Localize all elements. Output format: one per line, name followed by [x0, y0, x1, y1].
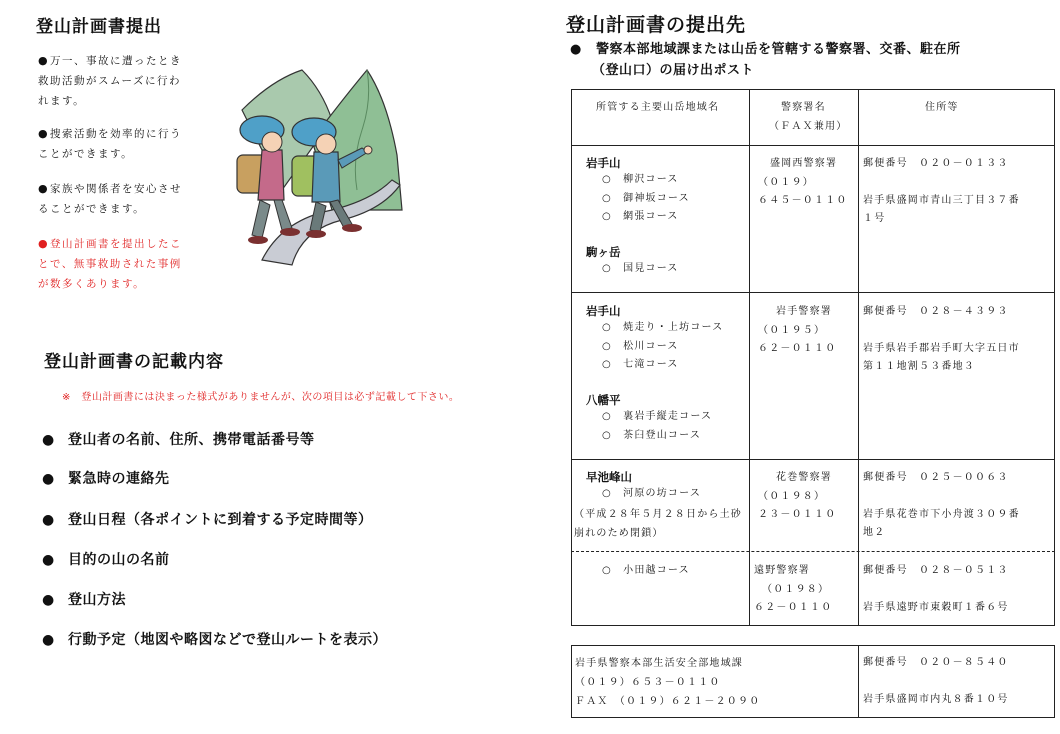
address-line: 地２: [863, 527, 886, 539]
hq-address: [863, 654, 1009, 709]
course-item: ○ 御神坂コース: [602, 192, 690, 204]
address-line: 第１１地割５３番地３: [863, 361, 975, 373]
station-info: [754, 562, 832, 618]
table-row: [586, 303, 723, 446]
course-item: ○ 小田越コース: [602, 565, 690, 576]
benefit-item: [38, 179, 208, 219]
hq-name: 岩手県警察本部生活安全部地域課: [575, 658, 743, 669]
benefit-line: 家族や関係者を安心させ: [50, 183, 182, 195]
hq-info: [575, 654, 760, 711]
header-area: 所管する主要山岳地域名: [596, 102, 720, 113]
benefit-line: ることができます。: [38, 203, 146, 215]
bullet-dot-icon: ●: [38, 54, 50, 67]
table-divider: [749, 89, 750, 626]
course-item: ○ 柳沢コース: [602, 174, 679, 185]
destination-title: 登山計画書の提出先: [566, 14, 747, 36]
benefit-line: 登山計画書を提出したこ: [50, 238, 182, 250]
station-phone: ６２－０１１０: [758, 343, 837, 355]
address-info: [863, 303, 1020, 377]
benefit-item-highlight: [38, 234, 208, 294]
content-item-text: 行動予定（地図や略図などで登山ルートを表示）: [68, 632, 387, 648]
content-item-text: 登山方法: [68, 592, 126, 608]
zip-code: 郵便番号 ０２８－０５１３: [863, 565, 1009, 576]
benefit-line: が数多くあります。: [38, 278, 146, 290]
station-name: 岩手警察署: [776, 306, 832, 317]
header-station: 警察署名: [781, 102, 826, 113]
address-line: 岩手県花巻市下小舟渡３０９番: [863, 508, 1020, 520]
hikers-illustration-icon: [222, 60, 422, 270]
bullet-dot-icon: ●: [38, 127, 50, 140]
content-item-text: 登山日程（各ポイントに到着する予定時間等）: [68, 512, 373, 528]
station-info: [758, 303, 836, 359]
hq-fax: ＦＡＸ （０１９）６２１－２０９０: [575, 696, 761, 707]
station-phone: ６２－０１１０: [754, 602, 833, 614]
content-item-text: 登山者の名前、住所、携帯電話番号等: [68, 432, 315, 448]
header-station-fax: （ＦＡＸ兼用）: [769, 121, 848, 132]
table-row: [586, 155, 690, 279]
address-info: [863, 562, 1009, 617]
station-info: [758, 155, 848, 211]
zip-code: 郵便番号 ０２０－０１３３: [863, 158, 1009, 169]
subtitle-line: 警察本部地域課または山岳を管轄する警察署、交番、駐在所: [596, 42, 961, 57]
mountain-name: 早池峰山: [586, 470, 632, 484]
mountain-name: 岩手山: [586, 156, 621, 170]
table-divider: [858, 645, 859, 718]
mountain-name: 岩手山: [586, 304, 621, 318]
table-divider: [571, 459, 1055, 460]
bullet-dot-icon: ●: [570, 42, 582, 57]
bullet-dot-icon: ●: [42, 592, 55, 608]
course-item: ○ 茶臼登山コース: [602, 429, 702, 441]
course-item: ○ 河原の坊コース: [602, 488, 702, 499]
content-item-text: 目的の山の名前: [68, 552, 170, 568]
bullet-dot-icon: ●: [42, 471, 55, 487]
station-name: 遠野警察署: [754, 565, 810, 576]
station-area-code: （０１９）: [758, 176, 814, 188]
course-item: ○ 国見コース: [602, 263, 679, 275]
station-phone: ６４５－０１１０: [758, 195, 848, 207]
zip-code: 郵便番号 ０２５－００６３: [863, 472, 1009, 483]
address-line: 岩手県岩手郡岩手町大字五日市: [863, 342, 1020, 354]
section-title-contents: 登山計画書の記載内容: [44, 352, 224, 372]
benefit-line: 万一、事故に遭ったとき: [50, 55, 182, 67]
benefit-item: [38, 51, 208, 111]
benefit-line: 捜索活動を効率的に行う: [50, 128, 182, 140]
station-area-code: （０１９５）: [758, 324, 826, 336]
zip-code: 郵便番号 ０２０－８５４０: [863, 657, 1009, 668]
benefit-line: ことができます。: [38, 148, 134, 160]
content-item: [42, 429, 315, 449]
table-row: [586, 469, 701, 504]
station-name: 花巻警察署: [776, 472, 832, 483]
closure-note-line: （平成２８年５月２８日から土砂: [574, 509, 742, 520]
mountain-name: 駒ヶ岳: [586, 245, 621, 260]
station-phone: ２３－０１１０: [758, 509, 837, 521]
benefit-line: 救助活動がスムーズに行わ: [38, 75, 181, 87]
station-area-code: （０１９８）: [758, 490, 826, 502]
station-info: [758, 469, 836, 525]
zip-code: 郵便番号 ０２８－４３９３: [863, 306, 1009, 317]
content-item: [42, 468, 170, 488]
bullet-dot-icon: ●: [42, 432, 55, 448]
benefit-item: [38, 124, 208, 164]
course-item: ○ 七滝コース: [602, 359, 679, 371]
address-info: [863, 469, 1020, 543]
header-address: 住所等: [925, 102, 959, 113]
benefit-line: れます。: [38, 95, 86, 107]
benefit-line: とで、無事救助された事例: [38, 258, 182, 270]
station-name: 盛岡西警察署: [770, 158, 838, 169]
table-divider-dashed: [571, 551, 1055, 552]
mountain-name: 八幡平: [586, 393, 621, 408]
course-item: ○ 松川コース: [602, 340, 679, 352]
table-divider: [858, 89, 859, 626]
table-divider: [571, 145, 1055, 146]
bullet-dot-icon: ●: [42, 552, 55, 568]
content-item-text: 緊急時の連絡先: [68, 471, 170, 487]
address-line: 岩手県盛岡市青山三丁目３７番: [863, 194, 1020, 206]
destination-subtitle: [570, 39, 961, 81]
table-divider: [571, 292, 1055, 293]
content-item: [42, 549, 170, 569]
content-item: [42, 629, 387, 649]
address-line: 岩手県盛岡市内丸８番１０号: [863, 693, 1009, 705]
content-item: [42, 509, 373, 529]
bullet-dot-icon: ●: [42, 632, 55, 648]
address-line: 岩手県遠野市東穀町１番６号: [863, 601, 1009, 613]
section-title-submit: 登山計画書提出: [36, 17, 162, 37]
bullet-dot-icon: ●: [42, 512, 55, 528]
bullet-dot-icon: ●: [38, 182, 50, 195]
closure-note: [574, 506, 742, 543]
course-item: ○ 焼走り・上坊コース: [602, 322, 724, 333]
content-item: [42, 589, 126, 609]
closure-note-line: 崩れのため閉鎖）: [574, 527, 664, 539]
address-info: [863, 155, 1020, 229]
hq-phone: （０１９）６５３－０１１０: [575, 677, 721, 688]
course-item: ○ 網張コース: [602, 211, 679, 223]
address-line: １号: [863, 213, 886, 225]
station-area-code: （０１９８）: [762, 583, 830, 595]
course-item: ○ 裏岩手縦走コース: [602, 411, 713, 423]
subtitle-line: （登山口）の届け出ポスト: [592, 63, 755, 78]
bullet-dot-icon: ●: [38, 237, 50, 250]
contents-note: ※ 登山計画書には決まった様式がありませんが、次の項目は必ず記載して下さい。: [62, 392, 460, 403]
